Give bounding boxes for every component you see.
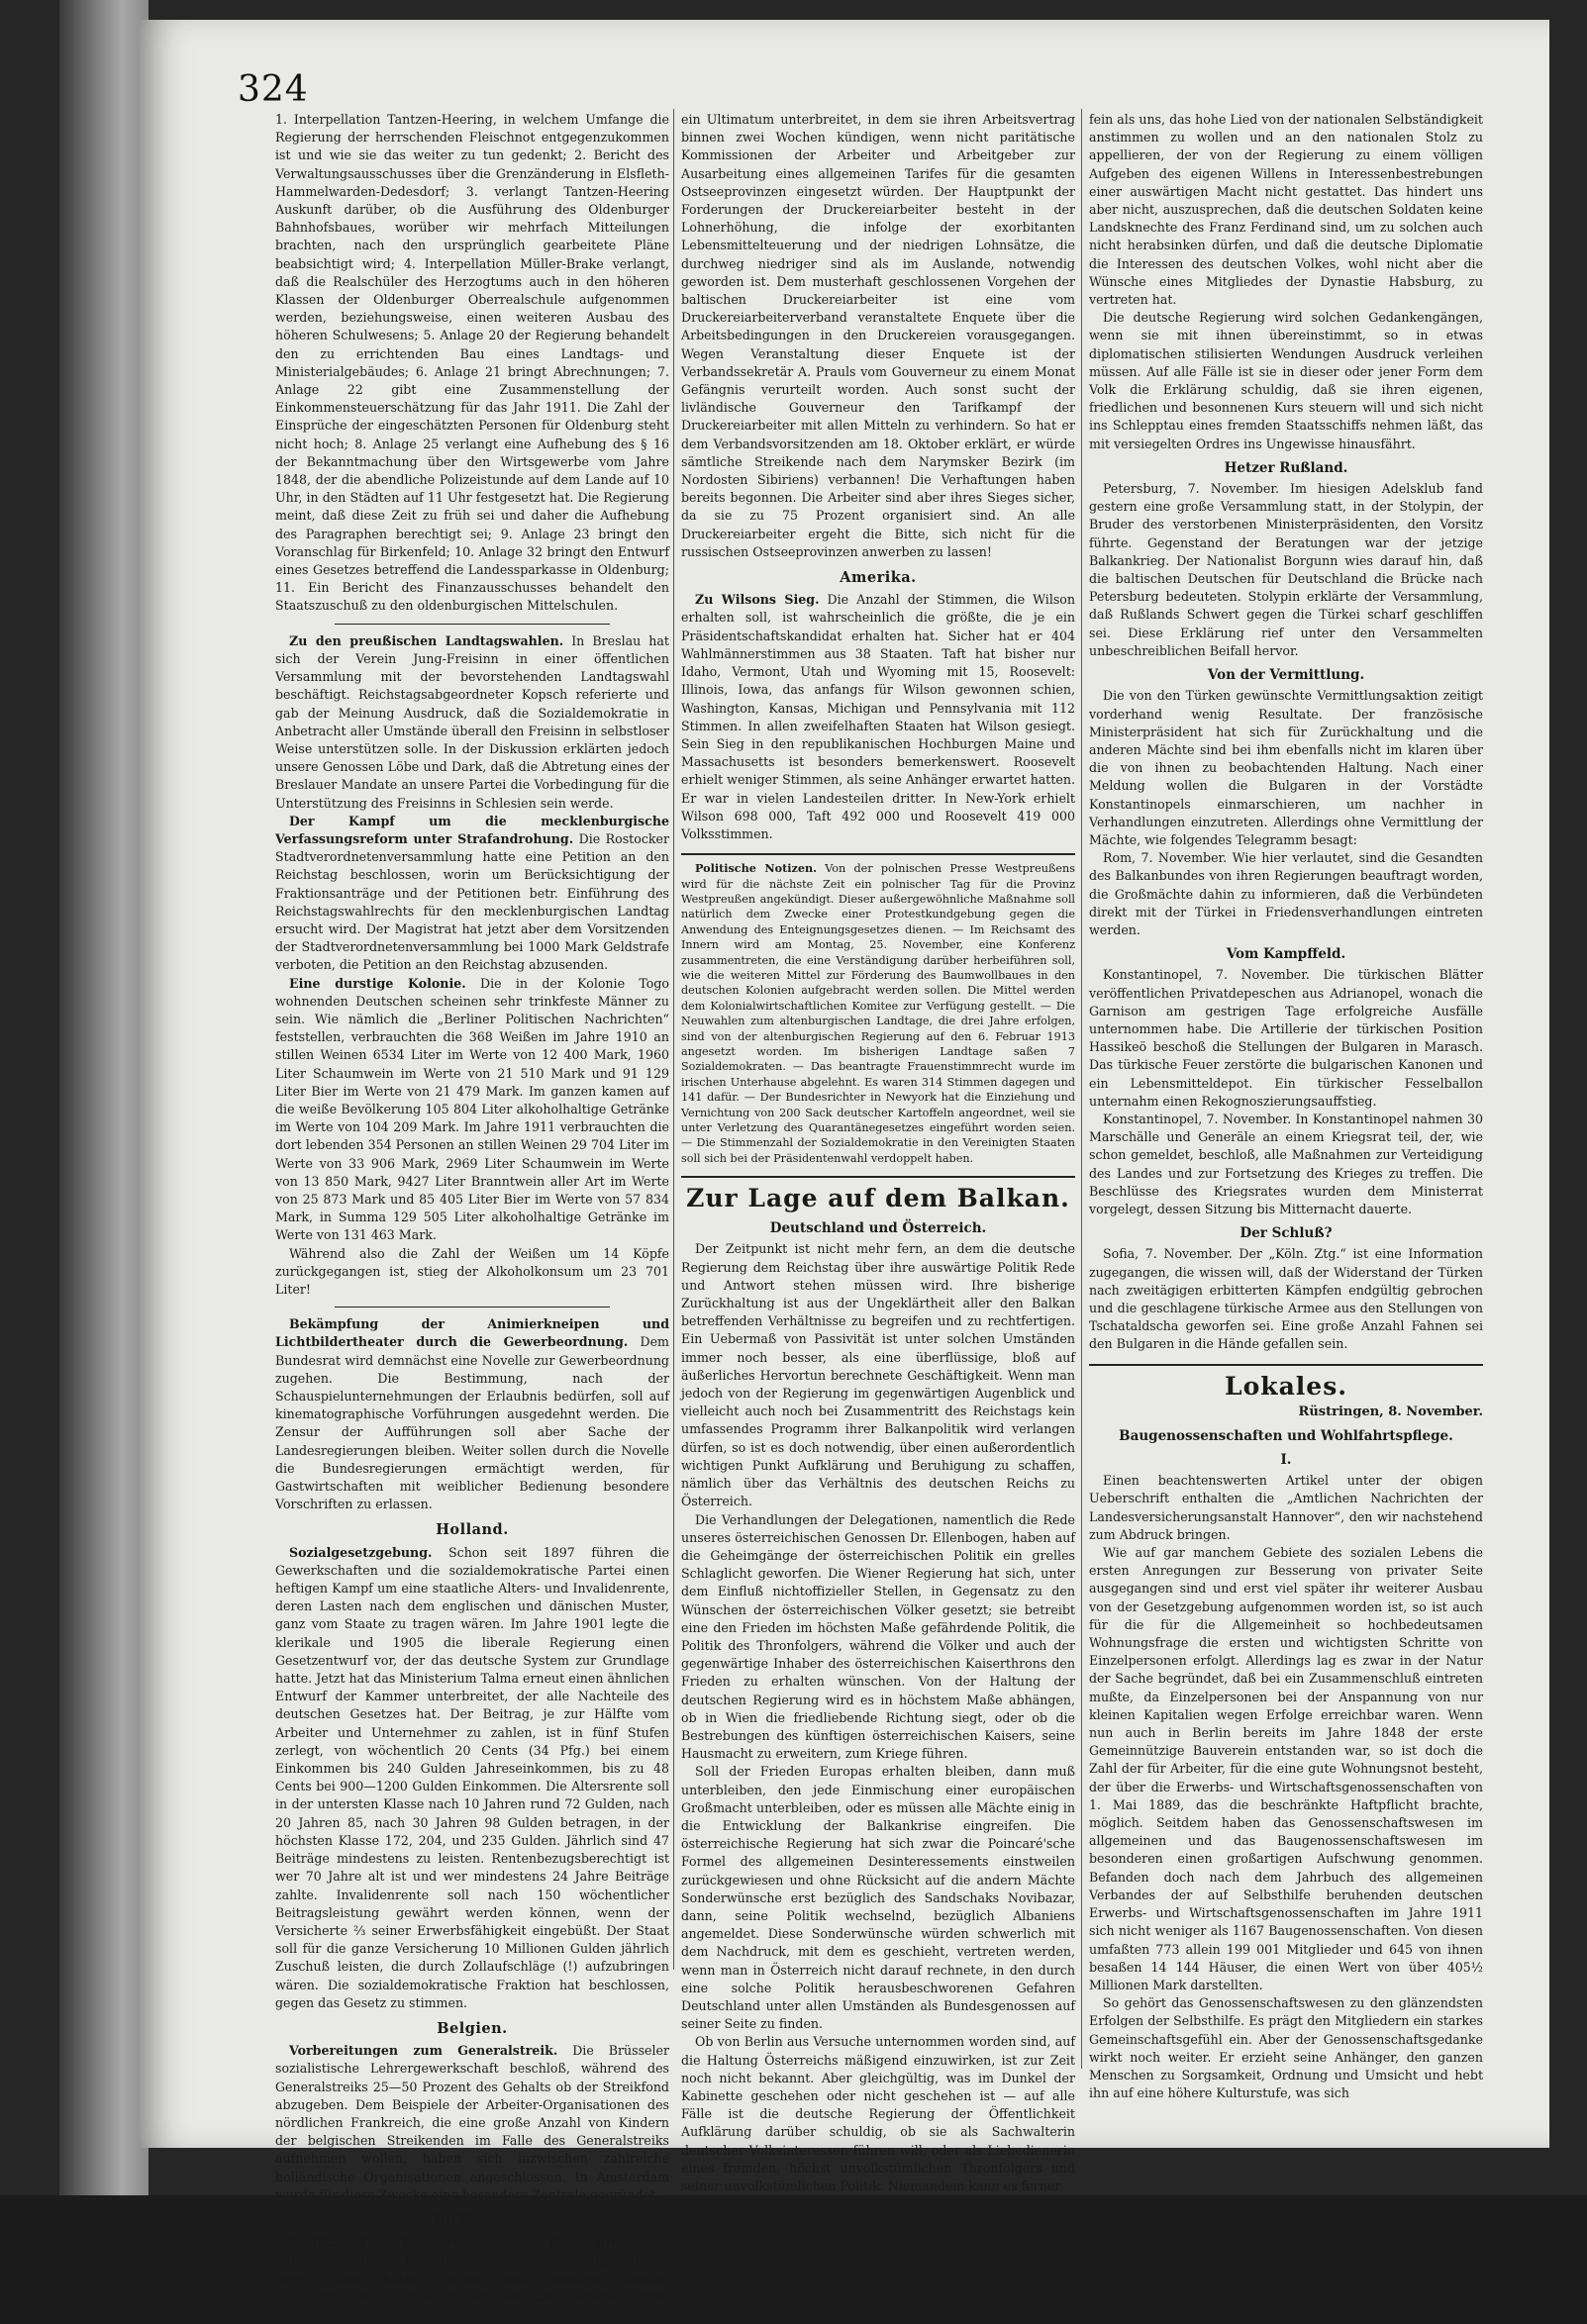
section-heading: Rußland.	[433, 2211, 512, 2229]
article-paragraph: Sozialgesetzgebung. Schon seit 1897 führen die Gewerkschaften und die sozialdemokratische Partei einen heftigen Kampf um eine staatliche Alters- und Invalidenrente, deren Lasten nach dem englischen und dänischen Muster, ganz vom Staate zu tragen wären. Im Jahre 1901 legte die klerikale und 1905 die liberale Regierung einen Gesetzentwurf vor, der das deutsche System zur Grundlage hatte. Jetzt hat das Ministerium Talma erneut einen ähnlichen Entwurf der Kammer unterbreitet, der alle Nachteile des deutschen Gesetzes hat. Der Beitrag, je zur Hälfte vom Arbeiter und Unternehmer zu zahlen, ist in fünf Stufen zerlegt, von wöchentlich 20 Cents (34 Pfg.) bei einem Einkommen bis 240 Gulden Jahreseinkommen, bis zu 48 Cents bei 900—1200 Gulden Einkommen. Die Altersrente soll in der untersten Klasse nach 10 Jahren rund 72 Gulden, nach 20 Jahren 85, nach 30 Jahren 98 Gulden betragen, in der höchsten Klasse 172, 204, und 235 Gulden. Jährlich sind 47 Beiträge mindestens zu leisten. Rentenbezugsberechtigt ist wer 70 Jahre alt ist und wer mindestens 24 Jahre Beiträge zahlte. Invalidenrente soll nach 150 wöchentlicher Beitragsleistung gewährt werden können, wenn der Versicherte ⅔ seiner Erwerbsfähigkeit eingebüßt. Der Staat soll für die ganze Versicherung 10 Millionen Gulden jährlich Zuschuß leisten, die durch Zollaufschläge (!) aufzubringen wären. Die sozialdemokratische Fraktion hat beschlossen, gegen das Gesetz zu stimmen.	[275, 1544, 669, 2010]
article-lead: Politische Notizen.	[695, 861, 818, 876]
column-divider	[673, 109, 674, 1970]
article-paragraph: Ob von Berlin aus Versuche unternommen worden sind, auf die Haltung Österreichs mäßigend einzuwirken, ist zur Zeit noch nicht bekannt. Aber gleichgültig, was im Dunkel der Kabinette geschehen oder nicht geschehen ist — auf alle Fälle ist die deutsche Regierung der Öffentlichkeit Aufklärung darüber schuldig, ob sie als Sachwalterin deutscher Volksinteressen führen will, oder als Liebedienerin eines fremden, höchst unvolkstümlichen Thronfolgers und seiner unvolkstümlichen Politik. Niemandem kann es ferner	[681, 2034, 1075, 2194]
article-paragraph: 1. Interpellation Tantzen-Heering, in welchem Umfange die Regierung der herrschenden Fleischnot entgegenzukommen ist und wie sie das weiter zu tun gedenkt; 2. Bericht des Verwaltungsausschusses über die Grenzänderung in Elsfleth-Hammelwarden-Dedesdorf; 3. verlangt Tantzen-Heering Auskunft darüber, ob die Ausführung des Oldenburger Bahnhofsbaues, worüber wir mehrfach Mitteilungen brachten, nach den ursprünglich gearbeitete Pläne beabsichtigt wird; 4. Interpellation Müller-Brake verlangt, daß die Realschüler des Herzogtums auch in den höheren Klassen der Oldenburger Oberrealschule aufgenommen werden, beziehungsweise, einen weiteren Ausbau des höheren Schulwesens; 5. Anlage 20 der Regierung behandelt den zu errichtenden Bau eines Landtags- und Ministerialgebäudes; 6. Anlage 21 bringt Abrechnungen; 7. Anlage 22 gibt eine Zusammenstellung der Einkommensteuerschätzung für das Jahr 1911. Die Zahl der Einsprüche der eingeschätzten Personen für Oldenburg steht nicht hoch; 8. Anlage 25 verlangt eine Aufhebung des § 16 der Bekanntmachung über den Wirtsgewerbe vom Jahre 1848, der die abendliche Polizeistunde auf dem Lande auf 10 Uhr, in den Städten auf 11 Uhr festgesetzt hat. Die Regierung meint, daß diese Zeit zu früh sei und daher die Aufhebung des Paragraphen berechtigt sei; 9. Anlage 23 bringt den Voranschlag für Birkenfeld; 10. Anlage 32 bringt den Entwurf eines Gesetzes betreffend die Landessparkasse in Oldenburg; 11. Ein Bericht des Finanzausschusses behandelt den Staatszuschuß zu den oldenburgischen Mittelschulen.	[275, 112, 669, 614]
article-lead: Vorbereitungen zum Generalstreik.	[289, 2043, 558, 2059]
subheading: Deutschland und Österreich.	[769, 1220, 987, 1237]
article-lead: Tarifkampf der Buchdrucker in den Ostseeprovinzen.	[289, 2235, 669, 2251]
subheading: Hetzer Rußland.	[1224, 459, 1348, 476]
subheading: Baugenossenschaften und Wohlfahrtspflege.	[1119, 1427, 1453, 1444]
separator-rule	[335, 624, 610, 625]
section-rule	[1089, 1364, 1483, 1366]
page-number: 324	[238, 69, 309, 110]
article-lead: Sozialgesetzgebung.	[289, 1544, 433, 1560]
article-paragraph: Zu Wilsons Sieg. Die Anzahl der Stimmen, die Wilson erhalten soll, ist wahrscheinlich die größte, die je ein Präsidentschaftskandidat erhalten hat. Sicher hat er 404 Wahlmännerstimmen aus 38 Staaten. Taft hat bisher nur Idaho, Vermont, Utah und Wyoming mit 15, Roosevelt: Illinois, Iowa, das anfangs für Wilson gewonnen schien, Washington, Kansas, Michigan und Pennsylvania mit 112 Stimmen. In allen zweifelhaften Staaten hat Wilson gesiegt. Sein Sieg in den republikanischen Hochburgen Maine und Massachusetts ist besonders bemerkenswert. Roosevelt erhielt weniger Stimmen, als seine Anhänger erwartet hatten. Er war in vielen Landesteilen dritter. In New-York erhielt Wilson 698 000, Taft 492 000 und Roosevelt 419 000 Volksstimmen.	[681, 592, 1076, 841]
article-lead: Der Kampf um die mecklenburgische Verfassungsreform unter Strafandrohung.	[275, 813, 669, 846]
article-paragraph: Die deutsche Regierung wird solchen Gedankengängen, wenn sie mit ihnen übereinstimmt, so in etwas diplomatischen stilisierten Wendungen Ausdruck verleihen müssen. Auf alle Fälle ist sie in dieser oder jener Form dem Volk die Erklärung schuldig, daß sie ihren eigenen, friedlichen und besonnenen Kurs steuern will und sich nicht ins Schlepptau eines fremden Staatsschiffs nehmen läßt, das mit versiegelten Ordres ins Ungewisse hinausfährt.	[1089, 310, 1483, 451]
article-paragraph: Wie auf gar manchem Gebiete des sozialen Lebens die ersten Anregungen zur Besserung von privater Seite ausgegangen sind und erst viel später ihr weiterer Ausbau von der Gesetzgebung aufgenommen worden ist, so ist auch für die für die Allgemeinheit so hochbedeutsamen Wohnungsfrage die ersten und wichtigsten Schritte von Einzelpersonen erfolgt. Allerdings lag es zwar in der Natur der Sache begründet, daß bei ein Zusammenschluß eintreten mußte, da Einzelpersonen bei der Anspannung von nur kleinen Kapitalien wegen Erfolge erreichbar waren. Wenn nun auch in Berlin bereits im Jahre 1848 der erste Gemeinnützige Bauverein entstanden war, so ist doch die Zahl der für Arbeiter, für die eine gute Wohnungsnot besteht, der über die Erwerbs- und Wirtschaftsgenossenschaften von 1. Mai 1889, das die beschränkte Haftpflicht brachte, möglich. Seitdem haben das Genossenschaftswesen im allgemeinen und das Baugenossenschaftswesen im besonderen einen großartigen Aufschwung genommen. Befanden doch nach dem Jahrbuch des allgemeinen Verbandes der auf Selbsthilfe beruhenden deutschen Erwerbs- und Wirtschaftsgenossenschaften im Jahre 1911 sich nicht weniger als 1167 Baugenossenschaften. Von diesen umfaßten 773 allein 199 001 Mitglieder und 645 von ihnen besaßen 14 144 Häuser, die einen Wert von über 405½ Millionen Mark darstellten.	[1089, 1545, 1483, 1992]
article-paragraph: fein als uns, das hohe Lied von der nationalen Selbständigkeit anstimmen zu wollen und an den nationalen Stolz zu appellieren, der von der Regierung zu einem völligen Aufgeben des eigenen Willens in Interessenbestrebungen einer auswärtigen Macht nicht gestattet. Das hindert uns aber nicht, auszusprechen, daß die deutschen Soldaten keine Landsknechte des Franz Ferdinand sind, um zu solchen auch nicht herabsinken dürfen, und daß die deutsche Diplomatie die Interessen des deutschen Volkes, wohl nicht aber die Wünsche eines Mitgliedes der Dynastie Habsburg, zu vertreten hat.	[1089, 112, 1483, 308]
article-paragraph: Zu den preußischen Landtagswahlen. In Breslau hat sich der Verein Jung-Freisinn in einer öffentlichen Versammlung mit der bevorstehenden Landtagswahl beschäftigt. Reichstagsabgeordneter Kopsch referierte und gab der Meinung Ausdruck, daß die Sozialdemokratie in Anbetracht aller Umstände überall den Freisinn in selbstloser Weise unterstützen solle. In der Diskussion erklärten jedoch unsere Genossen Löbe und Dark, daß die Abtretung eines der Breslauer Mandate an unsere Partei die Vorbedingung für die Unterstützung des Freisinns in Schlesien sein werde.	[275, 632, 669, 811]
subheading: I.	[1280, 1452, 1292, 1469]
article-paragraph: Die Verhandlungen der Delegationen, namentlich die Rede unseres österreichischen Genossen Dr. Ellenbogen, haben auf die Geheimgänge der österreichischen Politik ein grelles Schlaglicht geworfen. Die Wiener Regierung hat sich, unter dem Einfluß nichtoffizieller Stellen, in Gegensatz zu den Wünschen der österreichischen Völker gesetzt; sie betreibt eine den Frieden im höchsten Maße gefährdende Politik, die Politik des Thronfolgers, während die Völker und auch der gegenwärtige Inhaber des österreichischen Kaiserthrons den Frieden zu erhalten wünschen. Von der Haltung der deutschen Regierung wird es in höchstem Maße abhängen, ob in Wien die friedliebende Richtung siegt, oder ob die Bestrebungen des künftigen österreichischen Kaisers, seine Hausmacht zu erweitern, zum Kriege führen.	[681, 1511, 1075, 1762]
article-paragraph: Während also die Zahl der Weißen um 14 Köpfe zurückgegangen ist, stieg der Alkoholkonsum um 23 701 Liter!	[275, 1245, 669, 1297]
book-binding	[59, 0, 149, 2195]
article-lead: Eine durstige Kolonie.	[289, 975, 466, 991]
column-2	[681, 111, 1076, 2194]
dateline: Rüstringen, 8. November.	[1298, 1404, 1483, 1419]
section-heading: Belgien.	[437, 2019, 508, 2037]
section-rule	[681, 1176, 1075, 1178]
subheading: Vom Kampffeld.	[1226, 946, 1346, 963]
article-paragraph: Petersburg, 7. November. Im hiesigen Adelsklub fand gestern eine große Versammlung statt, in der Stolypin, der Bruder des verstorbenen Ministerpräsidenten, den Vorsitz führte. Gegenstand der Beratungen war der jetzige Balkankrieg. Der Nationalist Borgunn wies darauf hin, daß die baltischen Deutschen für Deutschland die Brücke nach Petersburg bedeuteten. Stolypin erklärte der Versammlung, daß Rußlands Schwert gegen die Türkei scharf geschliffen sei. Diese Erklärung rief unter den Versammelten unbeschreiblichen Beifall hervor.	[1089, 481, 1483, 658]
column-1	[275, 111, 669, 2322]
subheading: Von der Vermittlung.	[1207, 667, 1365, 684]
article-paragraph: ein Ultimatum unterbreitet, in dem sie ihren Arbeitsvertrag binnen zwei Wochen kündigen, wenn nicht paritätische Kommissionen der Arbeiter und Arbeitgeber zur Ausarbeitung eines allgemeinen Tarifes für die gesamten Ostseeprovinzen eingesetzt würden. Der Hauptpunkt der Forderungen der Druckereiarbeiter besteht in der Lohnerhöhung, die infolge der exorbitanten Lebensmittelteuerung und der niedrigen Lohnsätze, die durchweg niedriger sind als im Auslande, notwendig geworden ist. Dem musterhaft geschlossenen Vorgehen der baltischen Druckereiarbeiter ist eine vom Druckereiarbeiterverband veranstaltete Enquete über die Arbeitsbedingungen in den Druckereien vorausgegangen. Wegen Veranstaltung dieser Enquete ist der Verbandssekretär A. Prauls vom Gouverneur zu einem Monat Gefängnis verurteilt worden. Auch sonst sucht der livländische Gouverneur den Tarifkampf der Druckereiarbeiter mit allen Mitteln zu verhindern. So hat er dem Verbandsvorsitzenden am 18. Oktober erklärt, er würde sämtliche Streikende nach dem Narymsker Bezirk (im Nordosten Sibiriens) verbannen! Die Verhaftungen haben bereits begonnen. Die Arbeiter sind aber ihres Sieges sicher, da sie zu 75 Prozent organisiert sind. An alle Druckereiarbeiter ergeht die Bitte, sich nicht für die russischen Ostseeprovinzen anwerben zu lassen!	[681, 112, 1075, 559]
article-paragraph: Eine durstige Kolonie. Die in der Kolonie Togo wohnenden Deutschen scheinen sehr trinkfeste Männer zu sein. Wie nämlich die „Berliner Politischen Nachrichten“ feststellen, verbrauchten die 368 Weißen im Jahre 1910 an stillen Weinen 6534 Liter im Werte von 12 400 Mark, 1960 Liter Schaumwein im Werte von 21 510 Mark und 91 129 Liter Bier im Werte von 21 479 Mark. Im ganzen kamen auf die weiße Bevölkerung 105 804 Liter alkoholhaltige Getränke im Werte von 104 209 Mark. Im Jahre 1911 verbrauchten die dort lebenden 354 Personen an stillen Weinen 29 704 Liter im Werte von 33 906 Mark, 2969 Liter Schaumwein im Werte von 13 850 Mark, 9427 Liter Branntwein aller Art im Werte von 25 873 Mark und 85 405 Liter Bier im Werte von 57 834 Mark, in Summa 129 505 Liter alkoholhaltige Getränke im Werte von 131 463 Mark.	[275, 975, 669, 1243]
article-paragraph: Sofia, 7. November. Der „Köln. Ztg.“ ist eine Information zugegangen, die wissen will, daß der Widerstand der Türken nach zweitägigen erbitterten Kämpfen endgültig gebrochen und die geschlagene türkische Armee aus den Stellungen von Tschataldscha geworfen sei. Eine große Anzahl Fahnen sei den Bulgaren in die Hände gefallen sein.	[1089, 1246, 1483, 1352]
article-paragraph: Der Zeitpunkt ist nicht mehr fern, an dem die deutsche Regierung dem Reichstag über ihre auswärtige Politik Rede und Antwort stehen müssen wird. Ihre bisherige Zurückhaltung ist aus der Ungeklärtheit aller den Balkan betreffenden Verhältnisse zu begreifen und zu rechtfertigen. Ein Uebermaß von Passivität ist unter solchen Umständen immer noch besser, als eine überflüssige, bloß auf äußerliches Hervortun berechnete Geschäftigkeit. Wenn man jedoch von der Regierung im gegenwärtigen Augenblick und vielleicht auch noch bei Zusammentritt des Reichstags kein umfassendes Programm ihrer Balkanpolitik wird verlangen dürfen, so ist es doch notwendig, über einen außerordentlich wichtigen Punkt Aufklärung und Beruhigung zu schaffen, nämlich über das Verhältnis des deutschen Reichs zu Österreich.	[681, 1241, 1075, 1509]
section-rule	[681, 853, 1075, 855]
article-lead: Zu den preußischen Landtagswahlen.	[289, 632, 564, 648]
article-paragraph: Einen beachtenswerten Artikel unter der obigen Ueberschrift enthalten die „Amtlichen Nachrichten der Landesversicherungsanstalt Hannover“, den wir nachstehend zum Abdruck bringen.	[1089, 1473, 1483, 1542]
article-paragraph: So gehört das Genossenschaftswesen zu den glänzendsten Erfolgen der Selbsthilfe. Es prägt den Mitgliedern ein starkes Gemeinschaftsgefühl ein. Aber der Genossenschaftsgedanke wirkt noch weiter. Er erzieht seine Anhänger, den ganzen Menschen zu Sorgsamkeit, Ordnung und Umsicht und hebt ihn auf eine höhere Kulturstufe, was sich	[1089, 1995, 1483, 2101]
article-paragraph: Bekämpfung der Animierkneipen und Lichtbildertheater durch die Gewerbeordnung. Dem Bundesrat wird demnächst eine Novelle zur Gewerbeordnung zugehen. Die Bestimmung, nach der Schauspielunternehmungen der Erlaubnis bedürfen, soll auf kinematographische Vorführungen ausgedehnt werden. Die Zensur der Aufführungen soll aber Sache der Landesregierungen bleiben. Weiter sollen durch die Novelle die Bundesregierungen ermächtigt werden, für Gastwirtschaften mit weiblicher Bedienung besondere Vorschriften zu erlassen.	[275, 1316, 669, 1512]
article-paragraph: Soll der Frieden Europas erhalten bleiben, dann muß unterbleiben, den jede Einmischung einer europäischen Großmacht unterbleiben, oder es müssen alle Mächte einig in die Entwicklung der Balkankrise eingreifen. Die österreichische Regierung hat sich zwar die Poincaré'sche Formel des allgemeinen Desinteressements einstweilen zurückgewiesen und ohne Rücksicht auf die andern Mächte Sonderwünsche erst bezüglich des Sandschaks Novibazar, dann, seine Politik wechselnd, bezüglich Albaniens angemeldet. Diese Sonderwünsche würden schwerlich mit dem Nachdruck, mit dem es geschieht, vertreten werden, wenn man in Österreich nicht darauf rechnete, in den durch eine solche Politik herausbeschworenen Gefahren Deutschland unter allen Umständen als Bundesgenossen auf seiner Seite zu finden.	[681, 1764, 1075, 2032]
article-paragraph: Der Kampf um die mecklenburgische Verfassungsreform unter Strafandrohung. Die Rostocker Stadtverordnetenversammlung hatte eine Petition an den Reichstag beschlossen, worin um Berücksichtigung der Fraktionsanträge und der Petitionen betr. Einführung des Reichstagswahlrechts für den mecklenburgischen Landtag ersucht wird. Der Magistrat hat jetzt aber dem Vorsitzenden der Stadtverordnetenversammlung bei 1000 Mark Geldstrafe verboten, die Petition an den Reichstag abzusenden.	[275, 813, 669, 973]
article-lead: Bekämpfung der Animierkneipen und Lichtbildertheater durch die Gewerbeordnung.	[275, 1316, 669, 1350]
headline: Lokales.	[1225, 1371, 1347, 1401]
section-heading: Holland.	[436, 1521, 509, 1539]
article-paragraph: Konstantinopel, 7. November. In Konstantinopel nahmen 30 Marschälle und Generäle an einem Kriegsrat teil, der, wie schon gemeldet, beschloß, alle Maßnahmen zur Verteidigung des Landes und zur Fortsetzung des Krieges zu treffen. Die Beschlüsse des Kriegsrates wurden dem Ministerrat vorgelegt, dessen Sitzung bis Mitternacht dauerte.	[1089, 1111, 1483, 1216]
article-paragraph: Politische Notizen. Von der polnischen Presse Westpreußens wird für die nächste Zeit ein polnischer Tag für die Provinz Westpreußen angekündigt. Dieser außergewöhnliche Maßnahme soll natürlich dem Zwecke einer Protestkundgebung gegen die Anwendung des Enteignungsgesetzes dienen. — Im Reichsamt des Innern wird am Montag, 25. November, eine Konferenz zusammentreten, die eine Verständigung darüber herbeiführen soll, wie die weiteren Mittel zur Förderung des Baumwollbaues in den deutschen Kolonien aufgebracht werden sollen. Die Mittel werden dem Kolonialwirtschaftlichen Komitee zur Verfügung gestellt. — Die Neuwahlen zum altenburgischen Landtage, die drei Jahre erfolgen, sind von der altenburgischen Regierung auf den 6. Februar 1913 angesetzt worden. Im bisherigen Landtage saßen 7 Sozialdemokraten. — Das beantragte Frauenstimmrecht wurde im irischen Unterhause abgelehnt. Es waren 314 Stimmen dagegen und 141 dafür. — Der Bundesrichter in Newyork hat die Einziehung und Vernichtung von 200 Sack deutscher Kartoffeln angeordnet, weil sie unter Verletzung des Quarantänegesetzes eingeführt worden seien. — Die Stimmenzahl der Sozialdemokratie in den Vereinigten Staaten soll sich bei der Präsidentenwahl verdoppelt haben.	[681, 861, 1075, 1165]
newspaper-page	[139, 20, 1549, 2322]
article-lead: Zu Wilsons Sieg.	[695, 592, 820, 608]
article-paragraph: Konstantinopel, 7. November. Die türkischen Blätter veröffentlichen Privatdepeschen aus Adrianopel, wonach die Garnison am gestrigen Tage erfolgreiche Ausfälle unternommen habe. Die Artillerie der türkischen Position Hassikeö beschoß die Stellungen der Bulgaren in Marasch. Das türkische Feuer zerstörte die bulgarischen Kanonen und ein Lebensmitteldepot. Ein türkischer Fesselballon unternahm einen Rekognoszierungsauffstieg.	[1089, 967, 1483, 1109]
column-divider	[1081, 109, 1082, 2069]
article-paragraph: Rom, 7. November. Wie hier verlautet, sind die Gesandten des Balkanbundes von ihren Regierungen beauftragt worden, die Großmächte dahin zu informieren, daß die Verbündeten direkt mit der Türkei in Friedensverhandlungen eintreten werden.	[1089, 850, 1483, 937]
section-heading: Amerika.	[840, 569, 917, 587]
subheading: Der Schluß?	[1240, 1225, 1333, 1242]
column-3	[1089, 111, 1483, 2101]
headline: Zur Lage auf dem Balkan.	[686, 1184, 1070, 1213]
article-paragraph: Tarifkampf der Buchdrucker in den Ostseeprovinzen. Sämtliche Arbeiter des Druckereigewerbes in Riga, Jurjew, Reval, Libau, Mitau, Pernau, Walk, Wenden, Wolmar, Goldingen und Schlok haben am 26. Oktober ihren Arbeitgebern	[275, 2235, 669, 2322]
article-paragraph: Die von den Türken gewünschte Vermittlungsaktion zeitigt vorderhand wenig Resultate. Der französische Ministerpräsident hat sich für Zurückhaltung und die anderen Mächte sind bei ihm ebenfalls nicht im klaren über die von ihnen zu beobachtenden Haltung. Nach einer Meldung wollen die Bulgaren in der Vorstädte Konstantinopels einmarschieren, um nachher in Verhandlungen einzutreten. Allerdings ohne Vermittlung der Mächte, wie folgendes Telegramm besagt:	[1089, 688, 1483, 847]
article-paragraph: Vorbereitungen zum Generalstreik. Die Brüsseler sozialistische Lehrergewerkschaft beschloß, während des Generalstreiks 25—50 Prozent des Gehalts ob der Streikfond abzugeben. Dem Beispiele der Arbeiter-Organisationen des nördlichen Frankreich, die eine große Anzahl von Kindern der belgischen Streikenden im Falle des Generalstreiks aufnehmen wollen, haben sich inzwischen zahlreiche holländische Organisationen angeschlossen. In Amsterdam wurde für diese Zwecke eine besondere Zentrale gegründet.	[275, 2043, 669, 2202]
